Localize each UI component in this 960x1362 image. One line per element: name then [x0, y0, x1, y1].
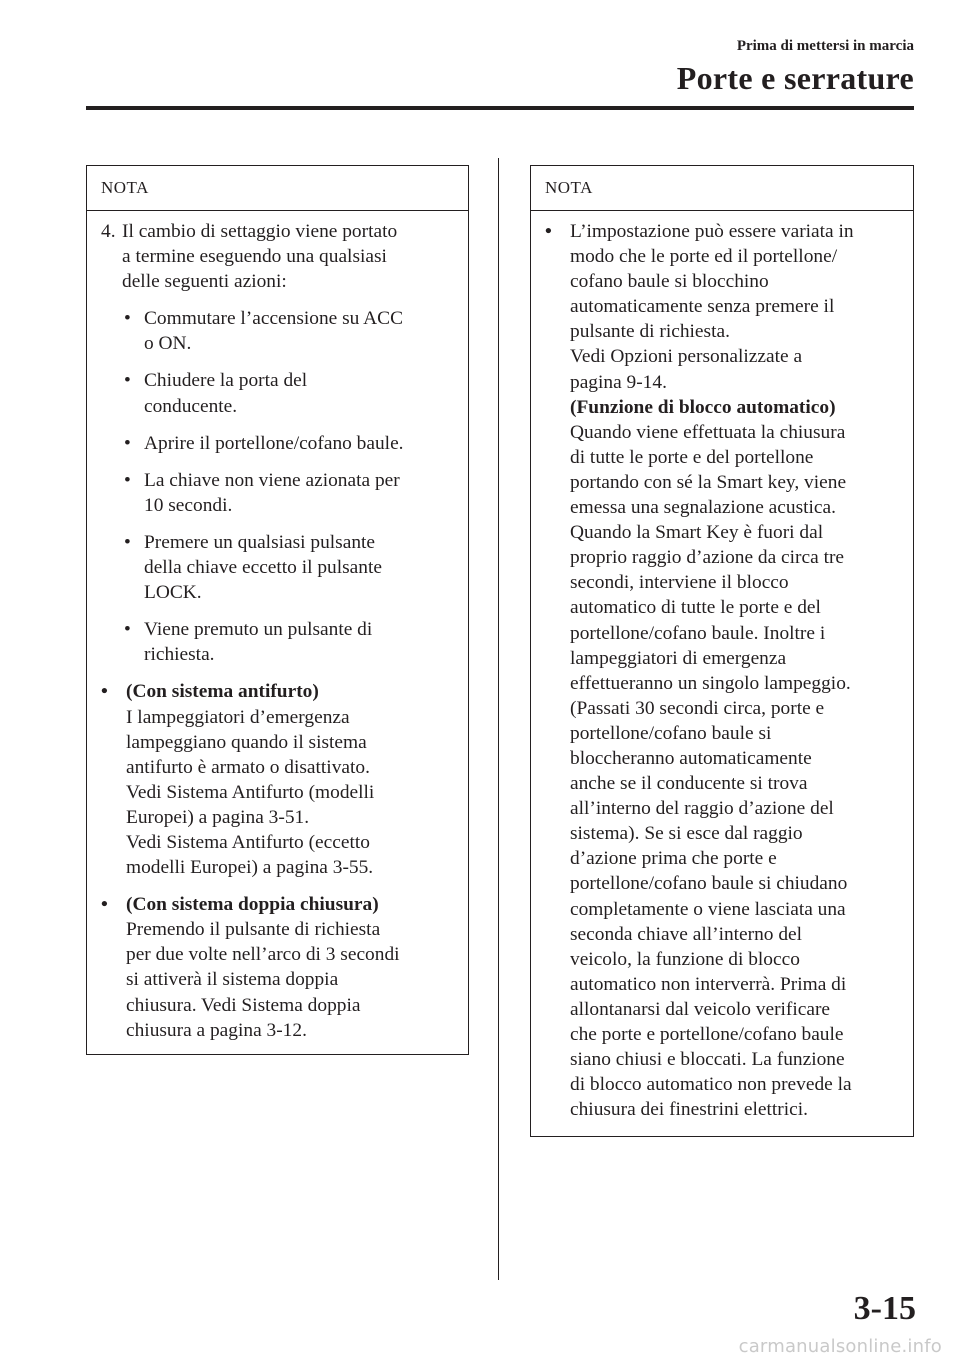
page-number: 3-15 [853, 1290, 916, 1327]
column-divider [498, 158, 499, 1280]
header-rule [86, 106, 914, 110]
bullet-heading: (Con sistema doppia chiusura) [126, 894, 379, 916]
bullet-line: anche se il conducente si trova [570, 773, 808, 795]
bullet-line: Vedi Opzioni personalizzate a [570, 346, 803, 368]
bullet-line: di tutte le porte e del portellone [570, 446, 814, 468]
bullet-line: siano chiusi e bloccati. La funzione [570, 1049, 845, 1071]
bullet-line: secondi, interviene il blocco [570, 572, 789, 594]
bullet-dot-icon: • [124, 370, 131, 392]
bullet-line: portellone/cofano baule si chiudano [570, 873, 848, 895]
bullet-line: Quando la Smart Key è fuori dal [570, 522, 824, 544]
bullet-line: modo che le porte ed il portellone/ [570, 246, 838, 268]
sub-item-line: Chiudere la porta del [144, 370, 308, 392]
bullet-line: che porte e portellone/cofano baule [570, 1024, 844, 1045]
left-note-body [87, 211, 468, 1043]
bullet-line: (Passati 30 secondi circa, porte e [570, 697, 825, 719]
item-number: 4. [101, 221, 116, 242]
bullet-dot-icon: • [101, 894, 108, 916]
bullet-line: effettueranno un singolo lampeggio. [570, 672, 851, 694]
sub-item [101, 530, 464, 605]
sub-item-line: LOCK. [144, 582, 202, 604]
bullet-line: Vedi Sistema Antifurto (modelli [126, 781, 375, 803]
bullet-dot-icon: • [124, 308, 131, 330]
bullet-line: Quando viene effettuata la chiusura [570, 421, 846, 443]
sub-item-line: conducente. [144, 395, 238, 417]
sub-item [101, 368, 464, 418]
sub-item [101, 468, 464, 518]
bullet-line: sistema). Se si esce dal raggio [570, 823, 803, 845]
bullet-line: di blocco automatico non prevede la [570, 1074, 852, 1096]
bullet-line: bloccheranno automaticamente [570, 747, 812, 769]
numbered-item [101, 219, 464, 294]
bullet-dot-icon: • [124, 531, 131, 553]
bullet-line: d’azione prima che porte e [570, 848, 777, 870]
bullet-line: portando con sé la Smart key, viene [570, 471, 847, 493]
right-note-body [531, 211, 913, 1122]
note-label: NOTA [531, 166, 913, 211]
sub-item [101, 617, 464, 667]
bullet-line: completamente o viene lasciata una [570, 898, 846, 920]
bullet-line: per due volte nell’arco di 3 secondi [126, 944, 400, 966]
bullet-line: L’impostazione può essere variata in [570, 221, 854, 242]
item-line: delle seguenti azioni: [122, 271, 287, 293]
note-label: NOTA [87, 166, 468, 211]
bullet-line: chiusura. Vedi Sistema doppia [126, 994, 361, 1016]
bullet-line: chiusura a pagina 3-12. [126, 1019, 307, 1041]
bullet-line: emessa una segnalazione acustica. [570, 497, 836, 519]
sub-item-line: Aprire il portellone/cofano baule. [144, 432, 404, 454]
page-title: Porte e serrature [676, 60, 914, 96]
bullet-line: Europei) a pagina 3-51. [126, 806, 310, 828]
bullet-dot-icon: • [124, 469, 131, 491]
bullet-line: antifurto è armato o disattivato. [126, 756, 370, 778]
bullet-dot-icon: • [545, 221, 552, 242]
bullet-item [545, 219, 909, 1122]
bullet-line: I lampeggiatori d’emergenza [126, 706, 350, 728]
bullet-line: allontanarsi dal veicolo verificare [570, 998, 831, 1020]
bullet-line: Premendo il pulsante di richiesta [126, 919, 381, 941]
bullet-line: si attiverà il sistema doppia [126, 969, 339, 991]
sub-item-line: richiesta. [144, 644, 215, 666]
bullet-line: chiusura dei finestrini elettrici. [570, 1099, 808, 1121]
bullet-line: all’interno del raggio d’azione del [570, 798, 834, 820]
bullet-dot-icon: • [124, 619, 131, 641]
bullet-dot-icon: • [124, 432, 131, 454]
right-note-box [530, 165, 914, 1137]
bullet-line: lampeggiatori di emergenza [570, 647, 787, 669]
sub-item-line: La chiave non viene azionata per [144, 469, 400, 491]
bullet-line: modelli Europei) a pagina 3-55. [126, 857, 374, 879]
sub-item [101, 431, 464, 456]
bullet-line: portellone/cofano baule. Inoltre i [570, 622, 826, 644]
header-section-title: Prima di mettersi in marcia [736, 38, 914, 54]
sub-item-line: o ON. [144, 333, 192, 355]
bullet-line: automatico di tutte le porte e del [570, 597, 821, 619]
sub-item [101, 306, 464, 356]
bullet-line: pagina 9-14. [570, 371, 667, 393]
bullet-item [101, 679, 464, 880]
bullet-line: portellone/cofano baule si [570, 722, 772, 744]
bullet-line: lampeggiano quando il sistema [126, 731, 367, 753]
item-line: a termine eseguendo una qualsiasi [122, 246, 387, 268]
left-note-box [86, 165, 469, 1055]
bullet-line: automatico non interverrà. Prima di [570, 973, 847, 995]
sub-item-line: 10 secondi. [144, 494, 233, 516]
bullet-line: Vedi Sistema Antifurto (eccetto [126, 831, 370, 853]
sub-item-line: Premere un qualsiasi pulsante [144, 531, 376, 553]
bullet-line: cofano baule si blocchino [570, 271, 769, 293]
sub-item-line: Commutare l’accensione su ACC [144, 308, 404, 330]
bullet-heading: (Con sistema antifurto) [126, 681, 319, 703]
bullet-heading: (Funzione di blocco automatico) [570, 396, 836, 418]
bullet-item [101, 892, 464, 1043]
watermark: carmanualsonline.info [738, 1336, 942, 1357]
bullet-line: proprio raggio d’azione da circa tre [570, 547, 845, 569]
bullet-line: automaticamente senza premere il [570, 296, 835, 318]
bullet-line: pulsante di richiesta. [570, 321, 730, 343]
sub-item-line: Viene premuto un pulsante di [144, 619, 373, 641]
bullet-line: veicolo, la funzione di blocco [570, 948, 800, 970]
sub-item-line: della chiave eccetto il pulsante [144, 557, 382, 579]
item-line: Il cambio di settaggio viene portato [122, 221, 398, 242]
bullet-dot-icon: • [101, 681, 108, 703]
bullet-line: seconda chiave all’interno del [570, 923, 803, 945]
